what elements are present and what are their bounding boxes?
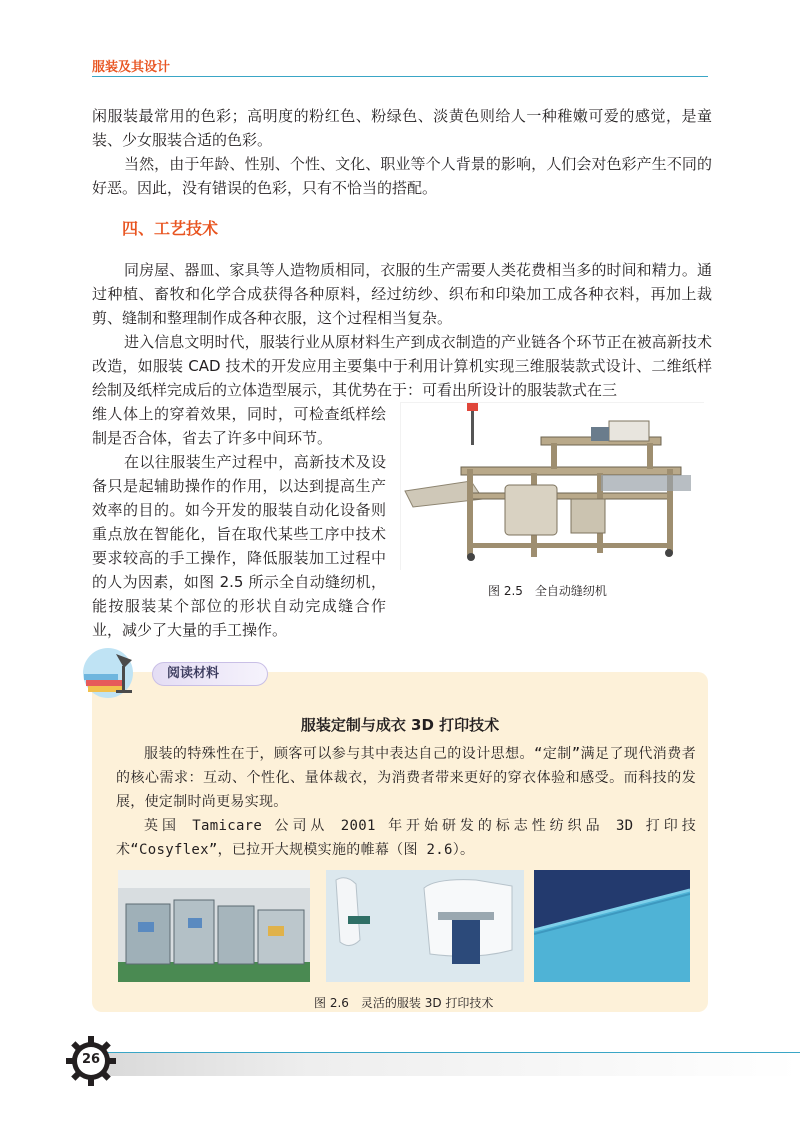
figure-2-6-caption: 图 2.6 灵活的服装 3D 打印技术 [314,996,494,1010]
page-number: 26 [81,1052,101,1067]
paragraph-5: 在以往服装生产过程中，高新技术及设备只是起辅助操作的作用，以达到提高生产效率的目的。如今开发的服装自动化设备则重点放在智能化，旨在取代某些工序中技术要求较高的手工操作，降低服装加工过程中的人为因素，如图 2.5 所示全自动缝纫机，能按服装某个部位的形状自动完成缝合作业，减少了大量的手工操作。 [92,453,386,639]
printer-device-photo [326,870,524,982]
figure-sewing-machine [400,402,704,570]
reading-body [116,742,696,862]
paragraph-2: 当然，由于年龄、性别、个性、文化、职业等个人背景的影响，人们会对色彩产生不同的好恶。因此，没有错误的色彩，只有不恰当的搭配。 [92,155,712,197]
paragraph-4: 进入信息文明时代，服装行业从原材料生产到成衣制造的产业链各个环节正在被高新技术改造，如服装 CAD 技术的开发应用主要集中于利用计算机实现三维服装款式设计、二维纸样绘制及纸样完成后的立体造型展示，其优势在于：可看出所设计的服装款式在三 [92,333,712,399]
figure-2-5-caption: 图 2.5 全自动缝纫机 [488,584,607,598]
header-rule [92,76,708,77]
intro-text [92,104,712,200]
reading-paragraph-2: 英国 Tamicare 公司从 2001 年开始研发的标志性纺织品 3D 打印技术“Cosyflex”，已拉开大规模实施的帷幕（图 2.6）。 [116,818,696,858]
paragraph-3: 同房屋、器皿、家具等人造物质相同，衣服的生产需要人类花费相当多的时间和精力。通过种植、畜牧和化学合成获得各种原料，经过纺纱、织布和印染加工成各种衣料，再加上裁剪、缝制和整理制作成各种衣服，这个过程相当复杂。 [92,261,712,327]
sewing-machine-illustration [401,403,705,571]
factory-line-photo [118,870,310,982]
section-heading: 四、工艺技术 [122,219,219,238]
side-text [92,402,386,642]
running-head-title: 服装及其设计 [92,60,171,75]
reading-lamp-books-icon [76,646,140,700]
reading-tab-label: 阅读材料 [152,662,268,686]
paragraph-4-continued: 维人体上的穿着效果，同时，可检查纸样绘制是否合体，省去了许多中间环节。 [92,405,386,447]
footer-rule [100,1052,800,1053]
footer-band [100,1052,800,1076]
paragraph-1: 闲服装最常用的色彩；高明度的粉红色、粉绿色、淡黄色则给人一种稚嫩可爱的感觉，是童装、少女服装合适的色彩。 [92,107,712,149]
printed-fabric-closeup-photo [534,870,690,982]
reading-title: 服装定制与成衣 3D 打印技术 [300,716,500,734]
craft-text [92,258,712,402]
reading-paragraph-1: 服装的特殊性在于，顾客可以参与其中表达自己的设计思想。“定制”满足了现代消费者的核心需求：互动、个性化、量体裁衣，为消费者带来更好的穿衣体验和感受。而科技的发展，使定制时尚更易实现。 [116,746,696,810]
